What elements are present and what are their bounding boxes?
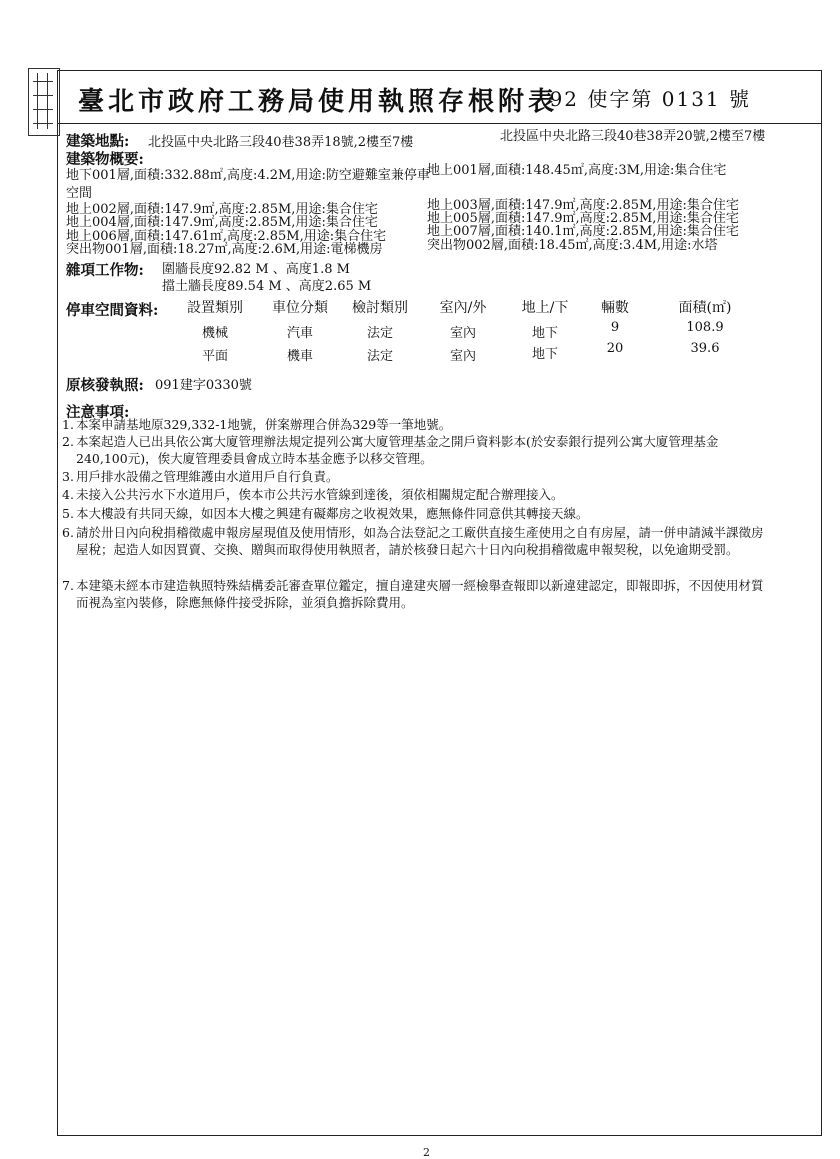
parking-cell: 地下 [531,347,558,362]
parking-cell: 39.6 [690,341,720,356]
misc-label: 雜項工作物: [66,262,144,279]
note-number: 1. [62,417,74,432]
note-item [62,486,766,503]
overview-row-right: 地上007層,面積:140.1㎡,高度:2.85M,用途:集合住宅 [427,224,739,239]
parking-cell: 法定 [366,326,393,341]
note-item [62,577,766,611]
note-item [62,433,766,467]
overview-row-left: 地上004層,面積:147.9㎡,高度:2.85M,用途:集合住宅 [66,215,378,230]
note-number: 3. [62,469,74,484]
parking-header: 輛數 [601,300,629,316]
original-permit-label: 原核發執照: [66,377,144,394]
overview-f1: 地上001層,面積:148.45㎡,高度:3M,用途:集合住宅 [427,163,727,178]
parking-cell: 室內 [449,326,476,341]
note-text: 用戶排水設備之管理維護由水道用戶自行負責。 [76,469,339,484]
overview-row-left: 地上002層,面積:147.9㎡,高度:2.85M,用途:集合住宅 [66,202,378,217]
note-number: 2. [62,434,74,449]
note-text: 本建築未經本市建造執照特殊結構委託審查單位鑑定，擅自違建夾層一經檢舉查報即以新違建認定，即報即拆，不因使用材質而視為室內裝修，除應無條件接受拆除，並須負擔拆除費用。 [76,578,764,610]
parking-cell: 108.9 [686,320,724,335]
parking-header: 設置類別 [187,300,243,316]
parking-header: 面積(㎡) [678,300,732,316]
parking-cell: 汽車 [286,326,313,341]
parking-cell: 機車 [286,349,313,364]
note-number: 7. [62,578,74,593]
overview-b1-line1: 地下001層,面積:332.88㎡,高度:4.2M,用途:防空避難室兼停車 [66,168,430,183]
parking-header: 室內/外 [439,300,487,316]
site-label: 建築地點: [66,133,130,150]
title-row [58,71,821,124]
stamp-mark-icon [28,68,60,136]
parking-header: 檢討類別 [352,300,408,316]
parking-cell: 20 [606,341,624,356]
site-address-2: 北投區中央北路三段40巷38弄20號,2樓至7樓 [500,129,766,144]
original-permit-value: 091建字0330號 [155,378,252,393]
parking-cell: 法定 [366,349,393,364]
notes-label: 注意事項: [66,404,130,421]
note-number: 4. [62,487,74,502]
note-number: 5. [62,506,74,521]
permit-number: 92 使字第 0131 號 [549,87,751,111]
note-item [62,468,766,485]
overview-row-right: 地上005層,面積:147.9㎡,高度:2.85M,用途:集合住宅 [427,211,739,226]
overview-row-left: 地上006層,面積:147.61㎡,高度:2.85M,用途:集合住宅 [66,229,387,244]
parking-header: 地上/下 [521,300,569,316]
overview-row-left: 突出物001層,面積:18.27㎡,高度:2.6M,用途:電梯機房 [66,242,383,257]
misc-line1: 圍牆長度92.82 M 、高度1.8 M [162,262,350,277]
parking-cell: 機械 [201,326,228,341]
misc-line2: 擋土牆長度89.54 M 、高度2.65 M [162,279,372,294]
parking-header: 車位分類 [272,300,328,316]
page-title: 臺北市政府工務局使用執照存根附表 [78,87,559,117]
note-text: 本案申請基地原329,332-1地號，併案辦理合併為329等一筆地號。 [76,417,452,432]
note-item [62,524,766,558]
note-item [62,505,766,522]
overview-row-right: 地上003層,面積:147.9㎡,高度:2.85M,用途:集合住宅 [427,198,739,213]
parking-label: 停車空間資料: [66,302,159,319]
parking-cell: 9 [610,320,620,335]
overview-b1-line2: 空間 [66,186,93,201]
overview-label: 建築物概要: [66,151,144,168]
page-number: 2 [423,1146,430,1159]
parking-cell: 室內 [449,349,476,364]
note-text: 未接入公共污水下水道用戶，俟本市公共污水管線到達後，須依相關規定配合辦理接入。 [76,487,564,502]
note-text: 本案起造人已出具依公寓大廈管理辦法規定提列公寓大廈管理基金之開戶資料影本(於安泰銀行提列公寓大廈管理基金240,100元)，俟大廈管理委員會成立時本基金應予以移交管理。 [76,434,719,466]
note-text: 本大樓設有共同天線，如因本大樓之興建有礙鄰房之收視效果，應無條件同意供其轉接天線。 [76,506,589,521]
note-text: 請於卅日內向稅捐稽徵處申報房屋現值及使用情形，如為合法登記之工廠供直接生產使用之自有房屋，請一併申請減半課徵房屋稅；起造人如因買賣、交換、贈與而取得使用執照者，請於核發日起六十日內向稅捐稽徵處申報契稅，以免逾期受罰。 [76,525,764,557]
overview-row-right: 突出物002層,面積:18.45㎡,高度:3.4M,用途:水塔 [427,238,718,253]
note-number: 6. [62,525,74,540]
parking-cell: 平面 [201,349,228,364]
site-address-1: 北投區中央北路三段40巷38弄18號,2樓至7樓 [148,135,414,150]
note-item [62,416,766,433]
parking-cell: 地下 [531,326,558,341]
